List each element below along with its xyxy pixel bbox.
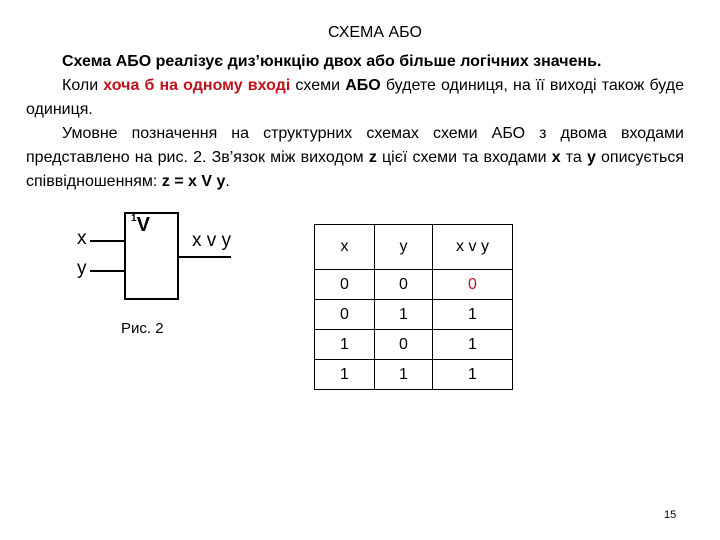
table-cell: 0 bbox=[375, 270, 433, 300]
input-x-label: x bbox=[77, 228, 87, 249]
table-cell: 1 bbox=[433, 300, 513, 330]
paragraph-notation bbox=[26, 122, 684, 194]
table-cell: 1 bbox=[375, 360, 433, 390]
header-x: x bbox=[315, 225, 375, 270]
notation-x: x bbox=[551, 149, 561, 166]
notation-text-e: . bbox=[225, 173, 230, 190]
table-header-row bbox=[315, 225, 513, 270]
paragraph-definition: Схема АБО реалізує диз’юнкцію двох або більше логічних значень. bbox=[62, 53, 602, 70]
notation-text-a: Умовне позначення на структурних схемах схеми АБО з двома входами представлено на рис. 2. Зв’язок між виходом bbox=[26, 125, 684, 166]
truth-table bbox=[314, 224, 513, 390]
header-y: y bbox=[375, 225, 433, 270]
table-cell-highlight: 0 bbox=[433, 270, 513, 300]
notation-text-d: описується співвідношенням: bbox=[26, 149, 685, 190]
figure-caption: Рис. 2 bbox=[121, 320, 164, 337]
notation-text-c: та bbox=[560, 149, 587, 166]
table-cell: 0 bbox=[375, 330, 433, 360]
table-row bbox=[315, 360, 513, 390]
output-label: x v y bbox=[192, 230, 232, 251]
page-title: СХЕМА АБО bbox=[328, 24, 422, 41]
table-cell: 1 bbox=[433, 360, 513, 390]
or-gate-symbol bbox=[131, 214, 150, 237]
header-x-or-y: x v y bbox=[433, 225, 513, 270]
notation-z: z bbox=[368, 149, 377, 166]
notation-text-b: цієї схеми та входами bbox=[376, 149, 552, 166]
input-y-wire bbox=[90, 270, 124, 272]
table-cell: 0 bbox=[315, 300, 375, 330]
table-cell: 1 bbox=[375, 300, 433, 330]
table-row bbox=[315, 300, 513, 330]
table-row bbox=[315, 270, 513, 300]
table-cell: 1 bbox=[433, 330, 513, 360]
input-y-label: y bbox=[77, 258, 87, 279]
table-cell: 0 bbox=[315, 270, 375, 300]
paragraph-rule bbox=[26, 74, 684, 122]
gate-v: V bbox=[136, 214, 150, 236]
rule-text-b: схеми bbox=[290, 77, 346, 94]
rule-highlight: хоча б на одному вході bbox=[103, 77, 291, 94]
input-x-wire bbox=[90, 240, 124, 242]
table-cell: 1 bbox=[315, 360, 375, 390]
rule-text-c: будете одиниця, на її виході також буде одиниця. bbox=[26, 77, 685, 118]
table-cell: 1 bbox=[315, 330, 375, 360]
notation-formula: z = x V y bbox=[161, 173, 226, 190]
output-wire bbox=[179, 256, 231, 258]
table-row bbox=[315, 330, 513, 360]
rule-text-a: Коли bbox=[62, 77, 104, 94]
gate-sup: 1 bbox=[131, 213, 137, 225]
notation-y: y bbox=[586, 149, 596, 166]
page-number: 15 bbox=[664, 509, 677, 521]
rule-bold: АБО bbox=[345, 77, 381, 94]
